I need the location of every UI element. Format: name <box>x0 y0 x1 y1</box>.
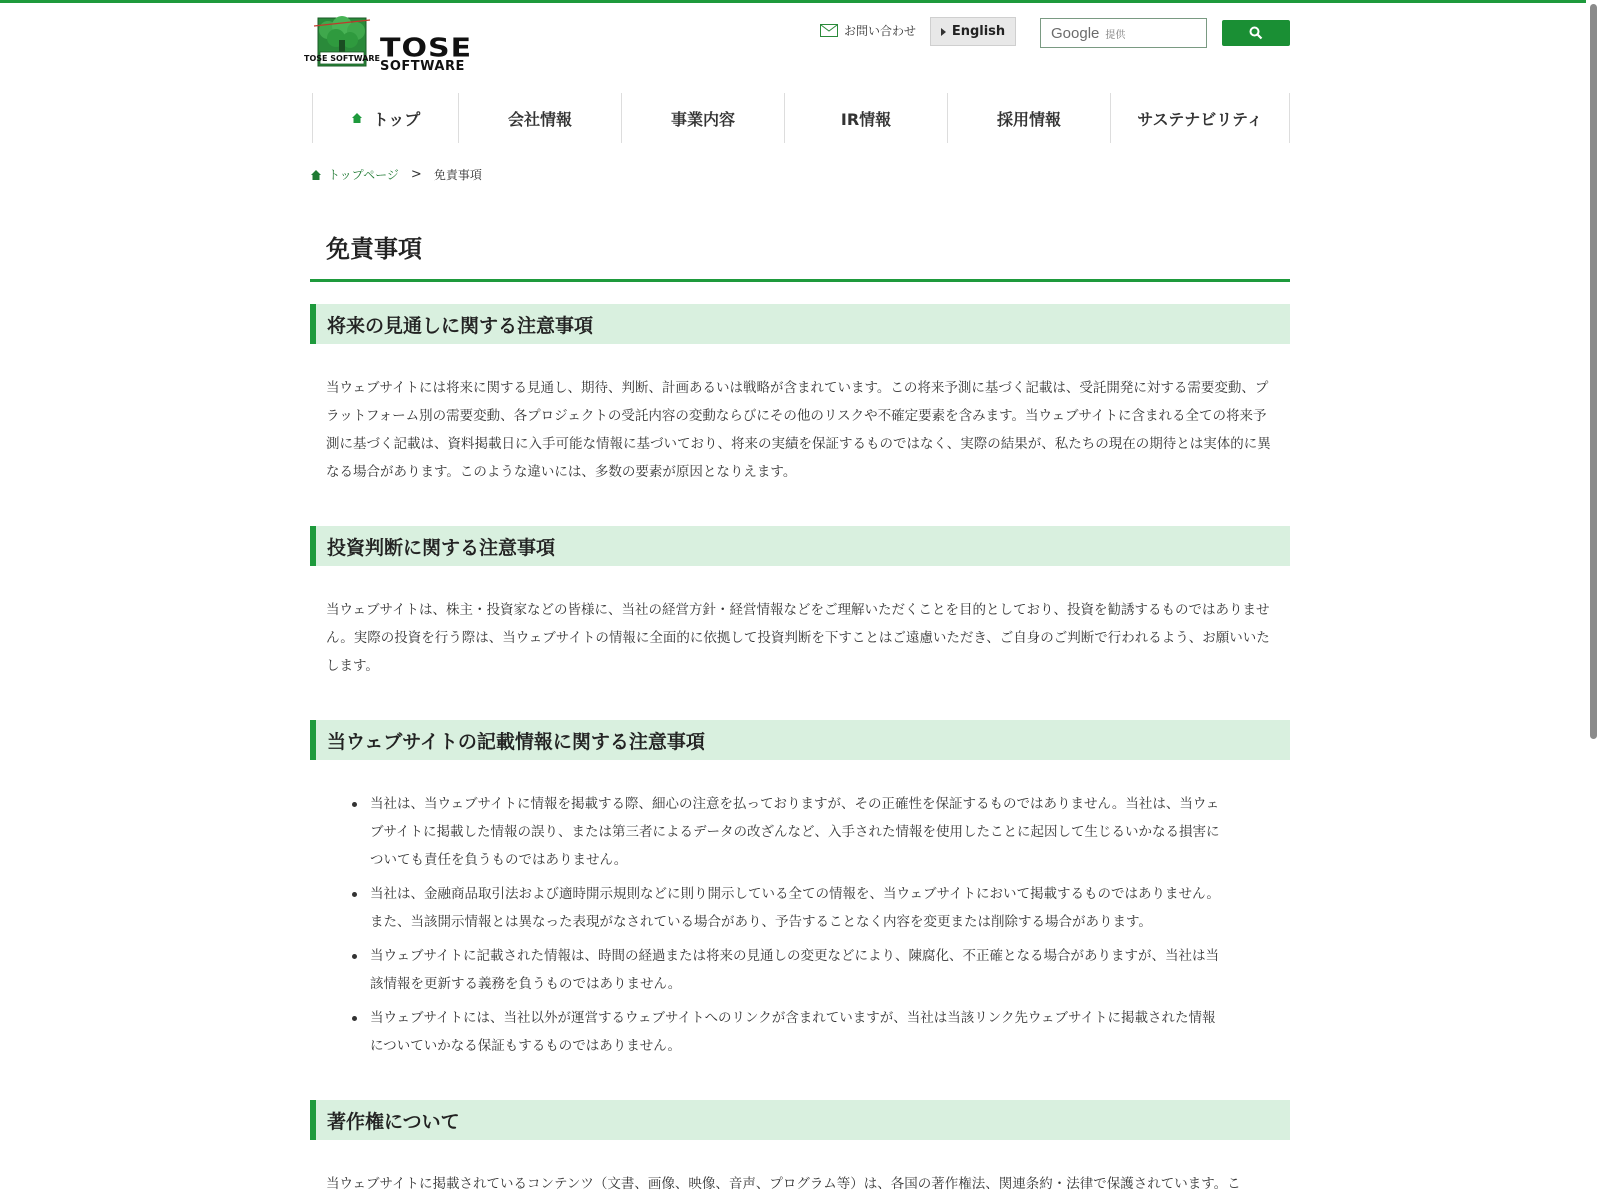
search-icon <box>1249 26 1263 40</box>
mail-icon <box>820 24 838 37</box>
section-heading-investment: 投資判断に関する注意事項 <box>310 526 1290 566</box>
section-heading-copyright: 著作権について <box>310 1100 1290 1140</box>
site-info-list <box>352 790 1222 1066</box>
nav-item-label: トップ <box>372 109 421 129</box>
tree-logo-icon <box>303 14 381 68</box>
nav-item-recruit[interactable] <box>948 93 1111 143</box>
nav-item-label: 採用情報 <box>996 109 1061 129</box>
home-icon <box>310 169 322 181</box>
section-body-investment: 当ウェブサイトは、株主・投資家などの皆様に、当社の経営方針・経営情報などをご理解いただくことを目的としており、投資を勧誘するものではありません。実際の投資を行う際は、当ウェブサイトの情報に全面的に依拠して投資判断を下すことはご遠慮いただき、ご自身のご判断で行われるよう、お願いいたします。 <box>326 602 1270 674</box>
main-nav <box>312 93 1291 143</box>
nav-item-label: 事業内容 <box>670 109 735 129</box>
nav-item-label: 会社情報 <box>507 109 572 129</box>
search-suffix: 提供 <box>1105 29 1126 41</box>
breadcrumb-home-link[interactable]: トップページ <box>328 168 399 182</box>
contact-label: お問い合わせ <box>844 24 917 38</box>
scrollbar[interactable] <box>1586 0 1600 1200</box>
list-item: 当社は、当ウェブサイトに情報を掲載する際、細心の注意を払っておりますが、その正確性を保証するものではありません。当社は、当ウェブサイトに掲載した情報の誤り、または第三者によるデータの改ざんなど、入手された情報を使用したことに起因して生じるいかなる損害についても責任を負うものではありません。 <box>352 790 1222 874</box>
breadcrumb <box>310 166 482 183</box>
logo-wordmark <box>380 33 473 74</box>
breadcrumb-separator: > <box>410 167 422 182</box>
list-item: 当ウェブサイトに記載された情報は、時間の経過または将来の見通しの変更などにより、陳腐化、不正確となる場合がありますが、当社は当該情報を更新する義務を負うものではありません。 <box>352 942 1222 998</box>
title-underline <box>310 279 1290 282</box>
page-title: 免責事項 <box>326 235 422 263</box>
section-heading-forecast: 将来の見通しに関する注意事項 <box>310 304 1290 344</box>
triangle-right-icon <box>941 28 946 36</box>
english-label: English <box>951 24 1006 39</box>
english-button[interactable] <box>930 17 1016 46</box>
nav-item-label: IR情報 <box>840 109 892 129</box>
nav-item-ir[interactable] <box>785 93 948 143</box>
home-icon <box>351 112 363 124</box>
nav-item-top[interactable] <box>313 93 459 143</box>
nav-item-sustainability[interactable] <box>1111 93 1290 143</box>
search-brand: Google <box>1051 24 1100 42</box>
search-button[interactable] <box>1222 20 1290 46</box>
logo-badge-text: TOSE SOFTWARE <box>303 54 381 63</box>
section-heading-site-info: 当ウェブサイトの記載情報に関する注意事項 <box>310 720 1290 760</box>
section-body-copyright: 当ウェブサイトに掲載されているコンテンツ（文書、画像、映像、音声、プログラム等）は、各国の著作権法、関連条約・法律で保護されています。こ <box>326 1176 1241 1192</box>
list-item: 当ウェブサイトには、当社以外が運営するウェブサイトへのリンクが含まれていますが、当社は当該リンク先ウェブサイトに掲載された情報についていかなる保証もするものではありません。 <box>352 1004 1222 1060</box>
logo-text-main: TOSE <box>380 33 473 64</box>
breadcrumb-current: 免責事項 <box>433 168 482 182</box>
contact-link[interactable] <box>820 22 916 39</box>
nav-item-business[interactable] <box>622 93 785 143</box>
section-body-forecast: 当ウェブサイトには将来に関する見通し、期待、判断、計画あるいは戦略が含まれています。この将来予測に基づく記載は、受託開発に対する需要変動、プラットフォーム別の需要変動、各プロジェクトの受託内容の変動ならびにその他のリスクや不確定要素を含みます。当ウェブサイトに含まれる全ての将来予測に基づく記載は、資料掲載日に入手可能な情報に基づいており、将来の実績を保証するものではなく、実際の結果が、私たちの現在の期待とは実体的に異なる場合があります。このような違いには、多数の要素が原因となりえます。 <box>326 380 1271 480</box>
nav-item-company[interactable] <box>459 93 622 143</box>
search-input[interactable] <box>1040 18 1207 48</box>
site-logo[interactable] <box>303 14 492 74</box>
scrollbar-thumb[interactable] <box>1590 4 1597 739</box>
logo-text-sub: SOFTWARE <box>380 59 465 74</box>
nav-item-label: サステナビリティ <box>1137 109 1263 129</box>
top-accent-bar <box>0 0 1600 3</box>
list-item: 当社は、金融商品取引法および適時開示規則などに則り開示している全ての情報を、当ウェブサイトにおいて掲載するものではありません。また、当該開示情報とは異なった表現がなされている場合があり、予告することなく内容を変更または削除する場合があります。 <box>352 880 1222 936</box>
